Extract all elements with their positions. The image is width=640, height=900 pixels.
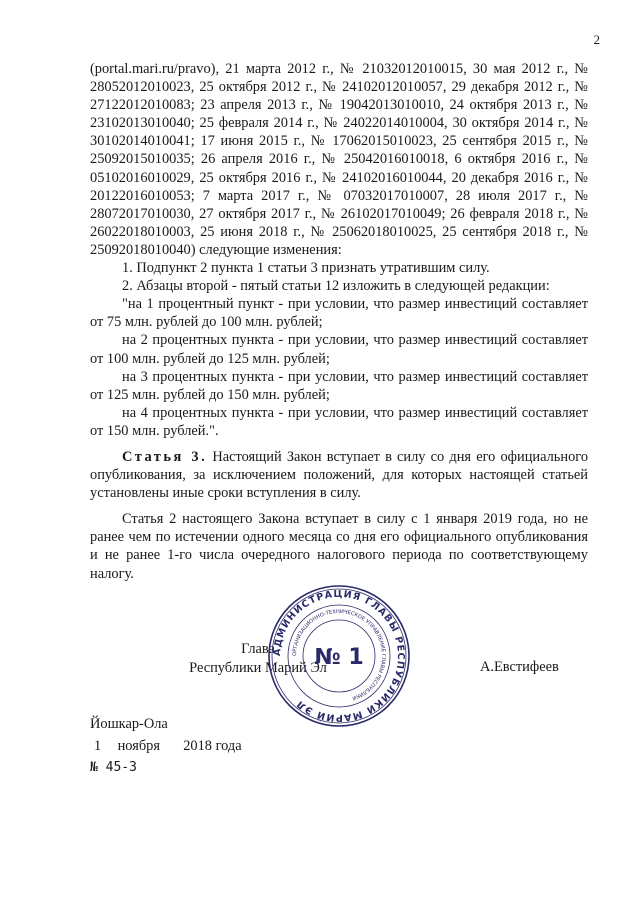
item-1: 1. Подпункт 2 пункта 1 статьи 3 признать утратившим силу. [122,260,490,277]
seal-inner-text: ОРГАНИЗАЦИОННО-ТЕХНИЧЕСКОЕ УПРАВЛЕНИЕ ГЛАВЫ РЕСПУБЛИКИ [291,608,387,701]
law-number: № 45-З [90,760,137,775]
signing-date [90,735,242,757]
seal-center-number: № 1 [314,645,364,670]
article-3-text: Настоящий Закон вступает в силу со дня его официального опубликования, за исключением положений, для которых настоящей статьей установлены иные сроки вступления в силу. [90,448,589,502]
seal-outer-text: АДМИНИСТРАЦИЯ ГЛАВЫ РЕСПУБЛИКИ МАРИЙ ЭЛ [271,588,407,724]
quote-3: на 3 процентных пункта - при условии, что размер инвестиций составляет от 125 млн. рублей до 150 млн. рублей; [90,368,588,403]
quote-1: "на 1 процентный пункт - при условии, что размер инвестиций составляет от 75 млн. рублей до 100 млн. рублей; [90,296,588,331]
signatory-name: А.Евстифеев [480,659,559,675]
quote-2: на 2 процентных пункта - при условии, что размер инвестиций составляет от 100 млн. рублей до 125 млн. рублей; [90,332,588,367]
official-seal [267,584,411,728]
item-2: 2. Абзацы второй - пятый статьи 12 изложить в следующей редакции: [122,278,550,295]
article-2-effective-paragraph: Статья 2 настоящего Закона вступает в силу с 1 января 2019 года, но не ранее чем по истечении одного месяца со дня его официального опубликования и не ранее 1-го числа очередного налогового периода по соответствующему налогу. [90,511,588,582]
page-number: 2 [593,32,600,47]
place-of-signing: Йошкар-Ола [90,716,168,732]
signing-block [90,713,242,779]
signatory-title-line-2: Республики Марий Эл [189,660,327,676]
date-month: ноября [117,738,160,754]
quote-4: на 4 процентных пункта - при условии, что размер инвестиций составляет от 150 млн. рублей.". [90,404,588,439]
intro-paragraph: (portal.mari.ru/pravo), 21 марта 2012 г., № 21032012010015, 30 мая 2012 г., № 28052012010023, 25 октября 2012 г., № 24102012010057, 29 декабря 2012 г., № 27122012010083; 23 апреля 2013 г., № 19042013010010, 24 октября 2013 г., № 23102013010040; 25 февраля 2014 г., № 24022014010004, 30 октября 2014 г., № 30102014010041; 17 июня 2015 г., № 17062015010023, 25 сентября 2015 г., № 25092015010035; 26 апреля 2016 г., № 25042016010018, 6 октября 2016 г., № 05102016010029, 25 октября 2016 г., № 24102016010044, 20 декабря 2016 г., № 20122016010053; 7 марта 2017 г., № 07032017010007, 28 июля 2017 г., № 28072017010030, 27 октября 2017 г., № 26102017010049; 26 февраля 2018 г., № 26022018010003, 25 июня 2018 г., № 25062018010025, 25 сентября 2018 г., № 25092018010040) следующие изменения: [90,61,588,258]
signatory-title-line-1: Глава [241,641,275,657]
body-text [90,60,588,583]
article-3-label: Статья 3. [122,448,208,465]
date-day: 1 [94,738,102,754]
date-year: 2018 года [183,738,242,754]
article-3 [90,448,588,502]
